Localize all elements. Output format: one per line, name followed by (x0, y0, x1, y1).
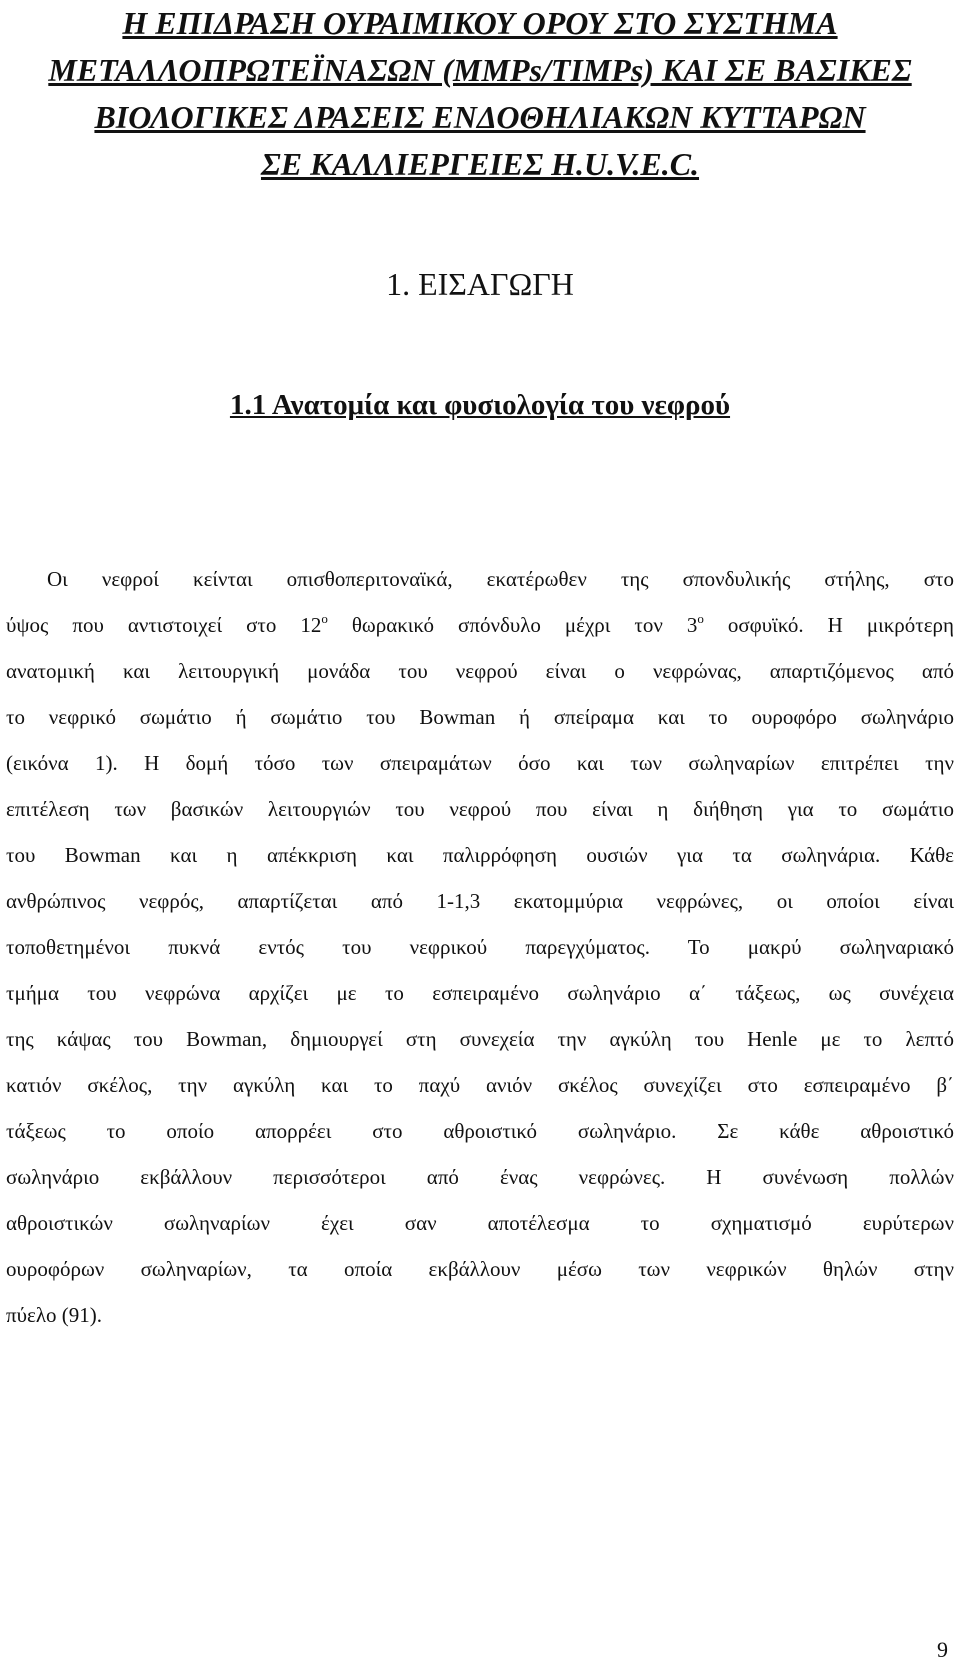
paragraph-line: τμήμα του νεφρώνα αρχίζει με το εσπειραμένο σωληνάριο α΄ τάξεως, ως συνέχεια (6, 981, 954, 1005)
title-line: Η ΕΠΙΔΡΑΣΗ ΟΥΡΑΙΜΙΚΟΥ ΟΡΟΥ ΣΤΟ ΣΥΣΤΗΜΑ (122, 5, 838, 41)
paragraph-line: του Bowman και η απέκκριση και παλιρρόφηση ουσιών για τα σωληνάρια. Κάθε (6, 843, 954, 867)
document-title (20, 0, 940, 188)
paragraph-line: της κάψας του Bowman, δημιουργεί στη συνεχεία την αγκύλη του Henle με το λεπτό (6, 1027, 954, 1051)
paragraph-line: τοποθετημένοι πυκνά εντός του νεφρικού παρεγχύματος. Το μακρύ σωληναριακό (6, 935, 954, 959)
section-heading: 1. ΕΙΣΑΓΩΓΗ (386, 266, 574, 302)
paragraph-line: Οι νεφροί κείνται οπισθοπεριτοναϊκά, εκατέρωθεν της σπονδυλικής στήλης, στο (47, 567, 954, 591)
text-run: οσφυϊκό. Η μικρότερη (703, 613, 955, 637)
paragraph-line: ανθρώπινος νεφρός, απαρτίζεται από 1-1,3 εκατομμύρια νεφρώνες, οι οποίοι είναι (6, 889, 954, 913)
paragraph-line: κατιόν σκέλος, την αγκύλη και το παχύ ανιόν σκέλος συνεχίζει στο εσπειραμένο β΄ (6, 1073, 954, 1097)
paragraph-line: αθροιστικών σωληναρίων έχει σαν αποτέλεσμα το σχηματισμό ευρύτερων (6, 1211, 954, 1235)
paragraph-line: πύελο (91). (6, 1303, 102, 1327)
paragraph-line: ουροφόρων σωληναρίων, τα οποία εκβάλλουν μέσω των νεφρικών θηλών στην (6, 1257, 954, 1281)
superscript: ο (321, 611, 328, 626)
paragraph-line: επιτέλεση των βασικών λειτουργιών του νεφρού που είναι η διήθηση για το σωμάτιο (6, 797, 954, 821)
paragraph-line: (εικόνα 1). Η δομή τόσο των σπειραμάτων όσο και των σωληναρίων επιτρέπει την (6, 751, 954, 775)
subsection-heading: 1.1 Ανατομία και φυσιολογία του νεφρού (229, 389, 731, 421)
paragraph-line: τάξεως το οποίο απορρέει στο αθροιστικό σωληνάριο. Σε κάθε αθροιστικό (6, 1119, 954, 1143)
paragraph-line: σωληνάριο εκβάλλουν περισσότεροι από ένας νεφρώνες. Η συνένωση πολλών (6, 1165, 954, 1189)
text-run: ύψος που αντιστοιχεί στο 12 (6, 613, 322, 637)
body-paragraph (6, 556, 954, 1338)
paragraph-line: ανατομική και λειτουργική μονάδα του νεφρού είναι ο νεφρώνας, απαρτιζόμενος από (6, 659, 954, 683)
title-line: ΣΕ ΚΑΛΛΙΕΡΓΕΙΕΣ H.U.V.E.C. (260, 146, 700, 182)
paragraph-line (6, 602, 954, 648)
page-number: 9 (937, 1637, 948, 1662)
superscript: ο (697, 611, 704, 626)
title-line: ΜΕΤΑΛΛΟΠΡΩΤΕΪΝΑΣΩΝ (MMPs/TIMPs) ΚΑΙ ΣΕ ΒΑΣΙΚΕΣ (48, 52, 912, 88)
title-line: ΒΙΟΛΟΓΙΚΕΣ ΔΡΑΣΕΙΣ ΕΝΔΟΘΗΛΙΑΚΩΝ ΚΥΤΤΑΡΩΝ (94, 99, 866, 135)
paragraph-line: το νεφρικό σωμάτιο ή σωμάτιο του Bowman ή σπείραμα και το ουροφόρο σωληνάριο (6, 705, 954, 729)
text-run: θωρακικό σπόνδυλο μέχρι τον 3 (327, 613, 698, 637)
